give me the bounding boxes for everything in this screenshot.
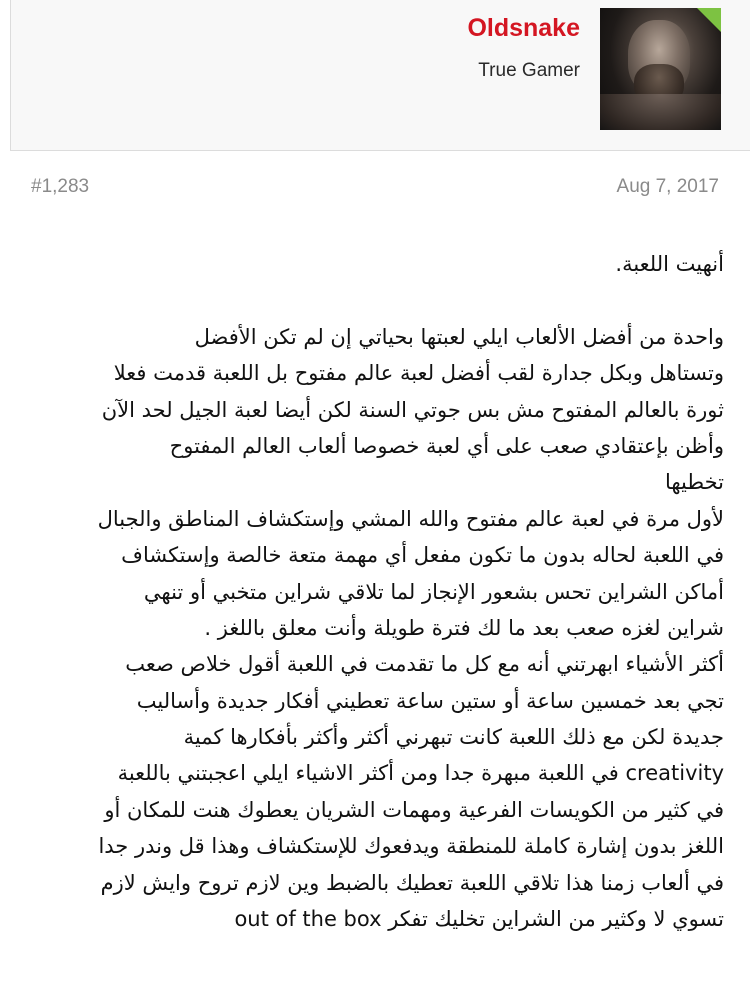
- user-title: True Gamer: [478, 60, 580, 81]
- avatar-shoulders: [600, 94, 721, 130]
- post-text-line: جديدة لكن مع ذلك اللعبة كانت تبهرني أكثر وأكثر بأفكارها كمية: [183, 725, 724, 750]
- post-text-line: تسوي لا وكثير من الشراين تخليك تفكر out of the box: [234, 907, 724, 932]
- post-text-line: وأظن بإعتقادي صعب على أي لعبة خصوصا ألعاب العالم المفتوح: [169, 433, 724, 458]
- post-text-line: creativity في اللعبة مبهرة جدا ومن أكثر الاشياء ايلي اعجبتني باللعبة: [117, 761, 724, 786]
- post-text-line: تخطيها: [664, 470, 724, 495]
- post-date-link[interactable]: Aug 7, 2017: [616, 176, 719, 197]
- paragraph-gap: [28, 282, 724, 318]
- post-text-line: أكثر الأشياء ابهرتني أنه مع كل ما تقدمت في اللعبة أقول خلاص صعب: [125, 652, 724, 677]
- post-text-line: لأول مرة في لعبة عالم مفتوح والله المشي وإستكشاف المناطق والجبال: [97, 506, 724, 531]
- post-body: [28, 246, 724, 937]
- post-text-line: اللغز بدون إشارة كاملة للمنطقة ويدفعوك للإستكشاف وهذا قل وندر جدا: [98, 834, 724, 859]
- username-link[interactable]: Oldsnake: [467, 14, 580, 42]
- post-text-line: أماكن الشراين تحس بشعور الإنجاز لما تلاقي شراين متخبي أو تنهي: [143, 579, 724, 604]
- post-text-line: أنهيت اللعبة.: [615, 252, 724, 276]
- post-text-line: ثورة بالعالم المفتوح مش بس جوتي السنة لكن أيضا لعبة الجيل لحد الآن: [101, 397, 724, 422]
- post-number-link[interactable]: #1,283: [31, 176, 90, 197]
- online-indicator-icon: [697, 8, 721, 32]
- post-text-line: واحدة من أفضل الألعاب ايلي لعبتها بحياتي إن لم تكن الأفضل: [194, 324, 724, 349]
- post-text-line: وتستاهل وبكل جدارة لقب أفضل لعبة عالم مفتوح بل اللعبة قدمت فعلا: [113, 361, 724, 386]
- post-text-line: تجي بعد خمسين ساعة أو ستين ساعة تعطيني أفكار جديدة وأساليب: [136, 688, 724, 713]
- post-text-line: في كثير من الكويسات الفرعية ومهمات الشريان يعطوك هنت للمكان أو: [104, 797, 724, 822]
- post-text-line: في ألعاب زمنا هذا تلاقي اللعبة تعطيك بالضبط وين لازم تروح وايش لازم: [100, 870, 724, 895]
- user-avatar[interactable]: [600, 8, 721, 130]
- post-text-line: شراين لغزه صعب بعد ما لك فترة طويلة وأنت معلق باللغز .: [204, 615, 724, 640]
- post-text-line: في اللعبة لحاله بدون ما تكون مفعل أي مهمة متعة خالصة وإستكشاف: [121, 543, 724, 568]
